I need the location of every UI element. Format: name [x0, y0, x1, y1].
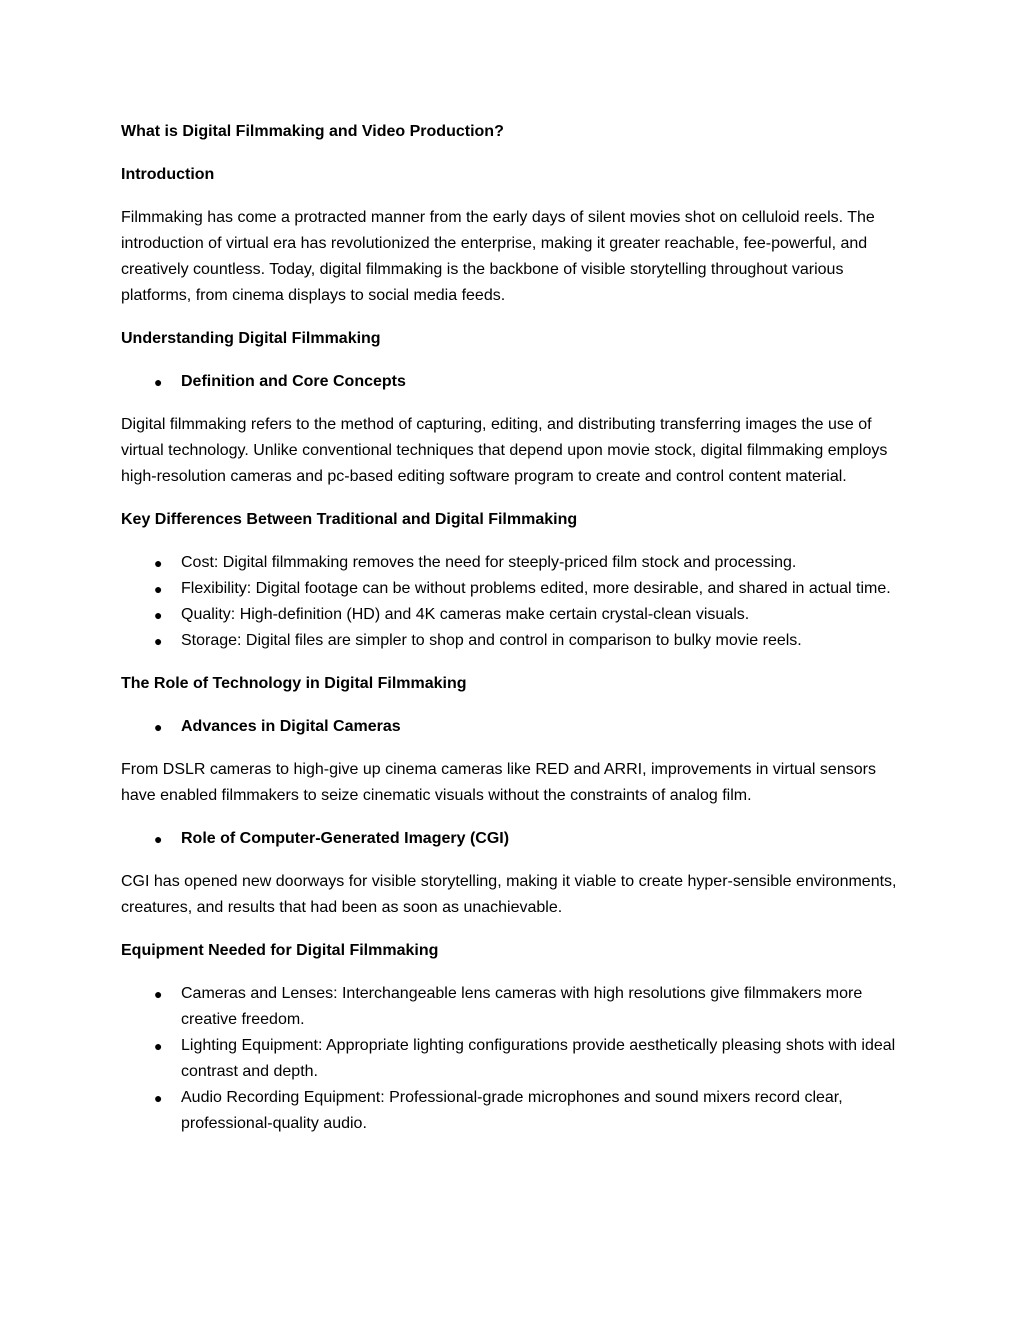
list-item — [121, 826, 911, 852]
technology-bullet-list-1 — [121, 714, 911, 740]
bullet-icon: ● — [154, 581, 163, 597]
list-item — [121, 550, 911, 576]
list-item-text: Role of Computer-Generated Imagery (CGI) — [181, 830, 510, 847]
cameras-paragraph: From DSLR cameras to high-give up cinema cameras like RED and ARRI, improvements in virtual sensors have enabled filmmakers to seize cinematic visuals without the constraints of analog film. — [121, 761, 876, 804]
list-item-text: Cameras and Lenses: Interchangeable lens cameras with high resolutions give filmmakers more creative freedom. — [181, 985, 863, 1028]
list-item — [121, 981, 911, 1033]
technology-bullet-list-2 — [121, 826, 911, 852]
bullet-icon: ● — [154, 831, 163, 847]
list-item — [121, 576, 911, 602]
list-item — [121, 714, 911, 740]
bullet-icon: ● — [154, 1090, 163, 1106]
bullet-icon: ● — [154, 374, 163, 390]
list-item — [121, 1033, 911, 1085]
cgi-paragraph: CGI has opened new doorways for visible storytelling, making it viable to create hyper-sensible environments, creatures, and results that had been as soon as unachievable. — [121, 873, 897, 916]
list-item-text: Quality: High-definition (HD) and 4K cameras make certain crystal-clean visuals. — [181, 606, 750, 623]
list-item-text: Audio Recording Equipment: Professional-grade microphones and sound mixers record clear, professional-quality audio. — [181, 1089, 843, 1132]
list-item — [121, 602, 911, 628]
document-title: What is Digital Filmmaking and Video Production? — [121, 123, 504, 140]
differences-bullet-list — [121, 550, 911, 654]
section-heading-differences: Key Differences Between Traditional and Digital Filmmaking — [121, 511, 578, 528]
introduction-paragraph: Filmmaking has come a protracted manner from the early days of silent movies shot on celluloid reels. The introduction of virtual era has revolutionized the enterprise, making it greater reachable, fee-powerful, and creatively countless. Today, digital filmmaking is the backbone of visible storytelling throughout various platforms, from cinema displays to social media feeds. — [121, 209, 875, 304]
document-page — [121, 119, 911, 1154]
list-item — [121, 1085, 911, 1137]
understanding-bullet-list — [121, 369, 911, 395]
list-item-text: Definition and Core Concepts — [181, 373, 406, 390]
definition-paragraph: Digital filmmaking refers to the method of capturing, editing, and distributing transferring images the use of virtual technology. Unlike conventional techniques that depend upon movie stock, digital filmmaking employs high-resolution cameras and pc-based editing software program to create and control content material. — [121, 416, 888, 485]
equipment-bullet-list — [121, 981, 911, 1137]
section-heading-understanding: Understanding Digital Filmmaking — [121, 330, 381, 347]
bullet-icon: ● — [154, 607, 163, 623]
list-item — [121, 628, 911, 654]
bullet-icon: ● — [154, 555, 163, 571]
list-item-text: Flexibility: Digital footage can be without problems edited, more desirable, and shared in actual time. — [181, 580, 891, 597]
bullet-icon: ● — [154, 719, 163, 735]
section-heading-technology: The Role of Technology in Digital Filmmaking — [121, 675, 467, 692]
bullet-icon: ● — [154, 1038, 163, 1054]
section-heading-introduction: Introduction — [121, 166, 215, 183]
list-item-text: Cost: Digital filmmaking removes the need for steeply-priced film stock and processing. — [181, 554, 797, 571]
bullet-icon: ● — [154, 633, 163, 649]
list-item — [121, 369, 911, 395]
list-item-text: Storage: Digital files are simpler to shop and control in comparison to bulky movie reels. — [181, 632, 802, 649]
list-item-text: Lighting Equipment: Appropriate lighting configurations provide aesthetically pleasing shots with ideal contrast and depth. — [181, 1037, 896, 1080]
list-item-text: Advances in Digital Cameras — [181, 718, 401, 735]
bullet-icon: ● — [154, 986, 163, 1002]
section-heading-equipment: Equipment Needed for Digital Filmmaking — [121, 942, 439, 959]
